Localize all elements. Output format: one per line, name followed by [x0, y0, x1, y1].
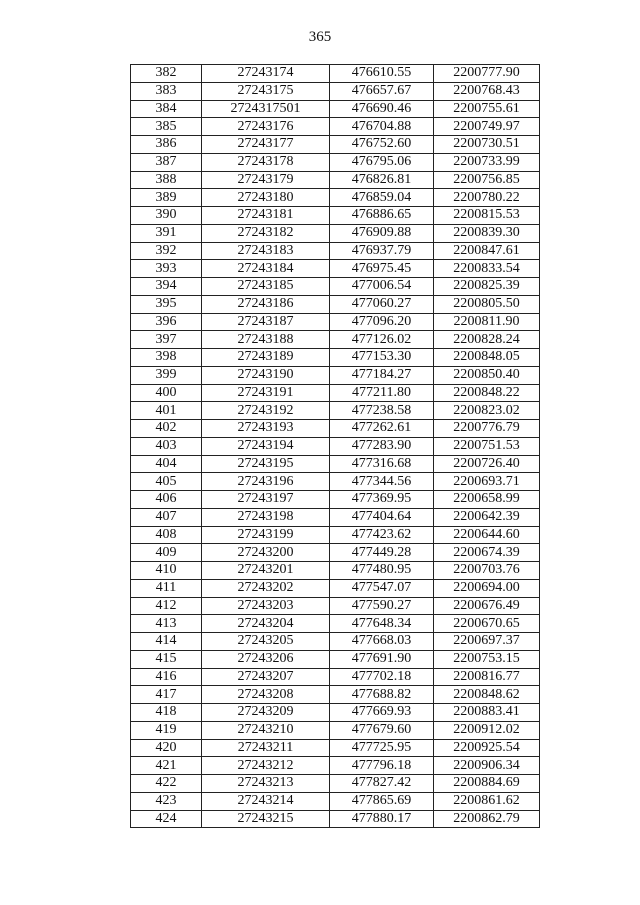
x-coordinate-cell: 477648.34 — [330, 615, 434, 633]
x-coordinate-cell: 477006.54 — [330, 278, 434, 296]
point-id-cell: 27243181 — [202, 207, 330, 225]
y-coordinate-cell: 2200823.02 — [434, 402, 540, 420]
table-row — [131, 668, 540, 686]
y-coordinate-cell: 2200912.02 — [434, 721, 540, 739]
x-coordinate-cell: 477547.07 — [330, 579, 434, 597]
y-coordinate-cell: 2200848.62 — [434, 686, 540, 704]
x-coordinate-cell: 477725.95 — [330, 739, 434, 757]
x-coordinate-cell: 477480.95 — [330, 562, 434, 580]
point-id-cell: 27243183 — [202, 242, 330, 260]
row-number-cell: 384 — [131, 100, 202, 118]
row-number-cell: 414 — [131, 633, 202, 651]
table-row — [131, 153, 540, 171]
point-id-cell: 27243182 — [202, 224, 330, 242]
row-number-cell: 395 — [131, 295, 202, 313]
row-number-cell: 389 — [131, 189, 202, 207]
point-id-cell: 27243186 — [202, 295, 330, 313]
x-coordinate-cell: 476690.46 — [330, 100, 434, 118]
table-row — [131, 136, 540, 154]
y-coordinate-cell: 2200753.15 — [434, 650, 540, 668]
row-number-cell: 382 — [131, 65, 202, 83]
table-row — [131, 526, 540, 544]
table-row — [131, 65, 540, 83]
row-number-cell: 413 — [131, 615, 202, 633]
x-coordinate-cell: 477691.90 — [330, 650, 434, 668]
x-coordinate-cell: 477184.27 — [330, 366, 434, 384]
table-row — [131, 295, 540, 313]
row-number-cell: 402 — [131, 420, 202, 438]
point-id-cell: 2724317501 — [202, 100, 330, 118]
x-coordinate-cell: 477238.58 — [330, 402, 434, 420]
table-row — [131, 455, 540, 473]
row-number-cell: 403 — [131, 437, 202, 455]
table-row — [131, 491, 540, 509]
row-number-cell: 387 — [131, 153, 202, 171]
y-coordinate-cell: 2200768.43 — [434, 82, 540, 100]
point-id-cell: 27243179 — [202, 171, 330, 189]
y-coordinate-cell: 2200749.97 — [434, 118, 540, 136]
row-number-cell: 385 — [131, 118, 202, 136]
row-number-cell: 419 — [131, 721, 202, 739]
row-number-cell: 390 — [131, 207, 202, 225]
y-coordinate-cell: 2200670.65 — [434, 615, 540, 633]
table-row — [131, 189, 540, 207]
point-id-cell: 27243204 — [202, 615, 330, 633]
point-id-cell: 27243214 — [202, 792, 330, 810]
table-row — [131, 224, 540, 242]
point-id-cell: 27243201 — [202, 562, 330, 580]
x-coordinate-cell: 476826.81 — [330, 171, 434, 189]
point-id-cell: 27243195 — [202, 455, 330, 473]
row-number-cell: 404 — [131, 455, 202, 473]
y-coordinate-cell: 2200862.79 — [434, 810, 540, 828]
x-coordinate-cell: 476657.67 — [330, 82, 434, 100]
point-id-cell: 27243192 — [202, 402, 330, 420]
table-row — [131, 313, 540, 331]
row-number-cell: 386 — [131, 136, 202, 154]
x-coordinate-cell: 476975.45 — [330, 260, 434, 278]
table-row — [131, 633, 540, 651]
row-number-cell: 417 — [131, 686, 202, 704]
table-row — [131, 242, 540, 260]
table-row — [131, 100, 540, 118]
y-coordinate-cell: 2200825.39 — [434, 278, 540, 296]
point-id-cell: 27243205 — [202, 633, 330, 651]
row-number-cell: 411 — [131, 579, 202, 597]
table-row — [131, 384, 540, 402]
point-id-cell: 27243206 — [202, 650, 330, 668]
point-id-cell: 27243215 — [202, 810, 330, 828]
y-coordinate-cell: 2200674.39 — [434, 544, 540, 562]
table-row — [131, 775, 540, 793]
table-row — [131, 810, 540, 828]
x-coordinate-cell: 477211.80 — [330, 384, 434, 402]
page-number: 365 — [308, 29, 332, 45]
table-row — [131, 757, 540, 775]
row-number-cell: 392 — [131, 242, 202, 260]
row-number-cell: 399 — [131, 366, 202, 384]
point-id-cell: 27243199 — [202, 526, 330, 544]
point-id-cell: 27243198 — [202, 508, 330, 526]
row-number-cell: 393 — [131, 260, 202, 278]
table-row — [131, 579, 540, 597]
y-coordinate-cell: 2200805.50 — [434, 295, 540, 313]
table-row — [131, 650, 540, 668]
x-coordinate-cell: 477702.18 — [330, 668, 434, 686]
x-coordinate-cell: 476704.88 — [330, 118, 434, 136]
y-coordinate-cell: 2200780.22 — [434, 189, 540, 207]
table-row — [131, 331, 540, 349]
point-id-cell: 27243189 — [202, 349, 330, 367]
y-coordinate-cell: 2200658.99 — [434, 491, 540, 509]
y-coordinate-cell: 2200850.40 — [434, 366, 540, 384]
point-id-cell: 27243208 — [202, 686, 330, 704]
point-id-cell: 27243174 — [202, 65, 330, 83]
row-number-cell: 418 — [131, 704, 202, 722]
point-id-cell: 27243203 — [202, 597, 330, 615]
table-row — [131, 402, 540, 420]
x-coordinate-cell: 477668.03 — [330, 633, 434, 651]
y-coordinate-cell: 2200828.24 — [434, 331, 540, 349]
y-coordinate-cell: 2200884.69 — [434, 775, 540, 793]
row-number-cell: 408 — [131, 526, 202, 544]
y-coordinate-cell: 2200833.54 — [434, 260, 540, 278]
x-coordinate-cell: 477404.64 — [330, 508, 434, 526]
row-number-cell: 406 — [131, 491, 202, 509]
table-row — [131, 207, 540, 225]
table-row — [131, 721, 540, 739]
table-row — [131, 437, 540, 455]
row-number-cell: 405 — [131, 473, 202, 491]
y-coordinate-cell: 2200776.79 — [434, 420, 540, 438]
table-row — [131, 508, 540, 526]
y-coordinate-cell: 2200777.90 — [434, 65, 540, 83]
point-id-cell: 27243175 — [202, 82, 330, 100]
x-coordinate-cell: 477344.56 — [330, 473, 434, 491]
row-number-cell: 412 — [131, 597, 202, 615]
x-coordinate-cell: 477449.28 — [330, 544, 434, 562]
y-coordinate-cell: 2200815.53 — [434, 207, 540, 225]
point-id-cell: 27243193 — [202, 420, 330, 438]
row-number-cell: 421 — [131, 757, 202, 775]
point-id-cell: 27243180 — [202, 189, 330, 207]
y-coordinate-cell: 2200733.99 — [434, 153, 540, 171]
point-id-cell: 27243194 — [202, 437, 330, 455]
row-number-cell: 423 — [131, 792, 202, 810]
x-coordinate-cell: 477060.27 — [330, 295, 434, 313]
point-id-cell: 27243191 — [202, 384, 330, 402]
y-coordinate-cell: 2200642.39 — [434, 508, 540, 526]
table-row — [131, 118, 540, 136]
table-row — [131, 704, 540, 722]
x-coordinate-cell: 476937.79 — [330, 242, 434, 260]
point-id-cell: 27243212 — [202, 757, 330, 775]
row-number-cell: 391 — [131, 224, 202, 242]
point-id-cell: 27243185 — [202, 278, 330, 296]
point-id-cell: 27243207 — [202, 668, 330, 686]
row-number-cell: 424 — [131, 810, 202, 828]
x-coordinate-cell: 477262.61 — [330, 420, 434, 438]
x-coordinate-cell: 477590.27 — [330, 597, 434, 615]
x-coordinate-cell: 476886.65 — [330, 207, 434, 225]
point-id-cell: 27243187 — [202, 313, 330, 331]
table-row — [131, 349, 540, 367]
x-coordinate-cell: 477679.60 — [330, 721, 434, 739]
x-coordinate-cell: 477316.68 — [330, 455, 434, 473]
y-coordinate-cell: 2200694.00 — [434, 579, 540, 597]
y-coordinate-cell: 2200755.61 — [434, 100, 540, 118]
x-coordinate-cell: 477369.95 — [330, 491, 434, 509]
y-coordinate-cell: 2200693.71 — [434, 473, 540, 491]
row-number-cell: 400 — [131, 384, 202, 402]
table-row — [131, 597, 540, 615]
x-coordinate-cell: 477096.20 — [330, 313, 434, 331]
y-coordinate-cell: 2200676.49 — [434, 597, 540, 615]
x-coordinate-cell: 476610.55 — [330, 65, 434, 83]
y-coordinate-cell: 2200883.41 — [434, 704, 540, 722]
point-id-cell: 27243211 — [202, 739, 330, 757]
table-row — [131, 260, 540, 278]
table-row — [131, 366, 540, 384]
y-coordinate-cell: 2200861.62 — [434, 792, 540, 810]
row-number-cell: 388 — [131, 171, 202, 189]
point-id-cell: 27243196 — [202, 473, 330, 491]
x-coordinate-cell: 476795.06 — [330, 153, 434, 171]
point-id-cell: 27243202 — [202, 579, 330, 597]
row-number-cell: 410 — [131, 562, 202, 580]
x-coordinate-cell: 477283.90 — [330, 437, 434, 455]
table-row — [131, 686, 540, 704]
row-number-cell: 394 — [131, 278, 202, 296]
x-coordinate-cell: 477880.17 — [330, 810, 434, 828]
x-coordinate-cell: 477688.82 — [330, 686, 434, 704]
table-row — [131, 420, 540, 438]
x-coordinate-cell: 476859.04 — [330, 189, 434, 207]
table-row — [131, 544, 540, 562]
table-row — [131, 562, 540, 580]
point-id-cell: 27243188 — [202, 331, 330, 349]
point-id-cell: 27243190 — [202, 366, 330, 384]
x-coordinate-cell: 477126.02 — [330, 331, 434, 349]
point-id-cell: 27243200 — [202, 544, 330, 562]
table-row — [131, 473, 540, 491]
row-number-cell: 407 — [131, 508, 202, 526]
point-id-cell: 27243210 — [202, 721, 330, 739]
coordinates-table-body — [131, 65, 540, 828]
point-id-cell: 27243197 — [202, 491, 330, 509]
row-number-cell: 420 — [131, 739, 202, 757]
point-id-cell: 27243177 — [202, 136, 330, 154]
y-coordinate-cell: 2200756.85 — [434, 171, 540, 189]
row-number-cell: 409 — [131, 544, 202, 562]
row-number-cell: 401 — [131, 402, 202, 420]
y-coordinate-cell: 2200811.90 — [434, 313, 540, 331]
x-coordinate-cell: 477827.42 — [330, 775, 434, 793]
x-coordinate-cell: 477669.93 — [330, 704, 434, 722]
table-row — [131, 82, 540, 100]
point-id-cell: 27243178 — [202, 153, 330, 171]
row-number-cell: 397 — [131, 331, 202, 349]
y-coordinate-cell: 2200848.05 — [434, 349, 540, 367]
point-id-cell: 27243176 — [202, 118, 330, 136]
x-coordinate-cell: 477153.30 — [330, 349, 434, 367]
y-coordinate-cell: 2200751.53 — [434, 437, 540, 455]
table-row — [131, 278, 540, 296]
table-row — [131, 615, 540, 633]
row-number-cell: 422 — [131, 775, 202, 793]
y-coordinate-cell: 2200703.76 — [434, 562, 540, 580]
y-coordinate-cell: 2200644.60 — [434, 526, 540, 544]
row-number-cell: 383 — [131, 82, 202, 100]
point-id-cell: 27243213 — [202, 775, 330, 793]
y-coordinate-cell: 2200730.51 — [434, 136, 540, 154]
y-coordinate-cell: 2200925.54 — [434, 739, 540, 757]
row-number-cell: 398 — [131, 349, 202, 367]
y-coordinate-cell: 2200847.61 — [434, 242, 540, 260]
row-number-cell: 416 — [131, 668, 202, 686]
table-row — [131, 171, 540, 189]
row-number-cell: 396 — [131, 313, 202, 331]
x-coordinate-cell: 476909.88 — [330, 224, 434, 242]
y-coordinate-cell: 2200726.40 — [434, 455, 540, 473]
table-row — [131, 792, 540, 810]
y-coordinate-cell: 2200839.30 — [434, 224, 540, 242]
x-coordinate-cell: 477865.69 — [330, 792, 434, 810]
y-coordinate-cell: 2200848.22 — [434, 384, 540, 402]
x-coordinate-cell: 477423.62 — [330, 526, 434, 544]
y-coordinate-cell: 2200816.77 — [434, 668, 540, 686]
y-coordinate-cell: 2200697.37 — [434, 633, 540, 651]
table-row — [131, 739, 540, 757]
y-coordinate-cell: 2200906.34 — [434, 757, 540, 775]
point-id-cell: 27243209 — [202, 704, 330, 722]
x-coordinate-cell: 476752.60 — [330, 136, 434, 154]
row-number-cell: 415 — [131, 650, 202, 668]
coordinates-table — [130, 64, 540, 828]
point-id-cell: 27243184 — [202, 260, 330, 278]
x-coordinate-cell: 477796.18 — [330, 757, 434, 775]
